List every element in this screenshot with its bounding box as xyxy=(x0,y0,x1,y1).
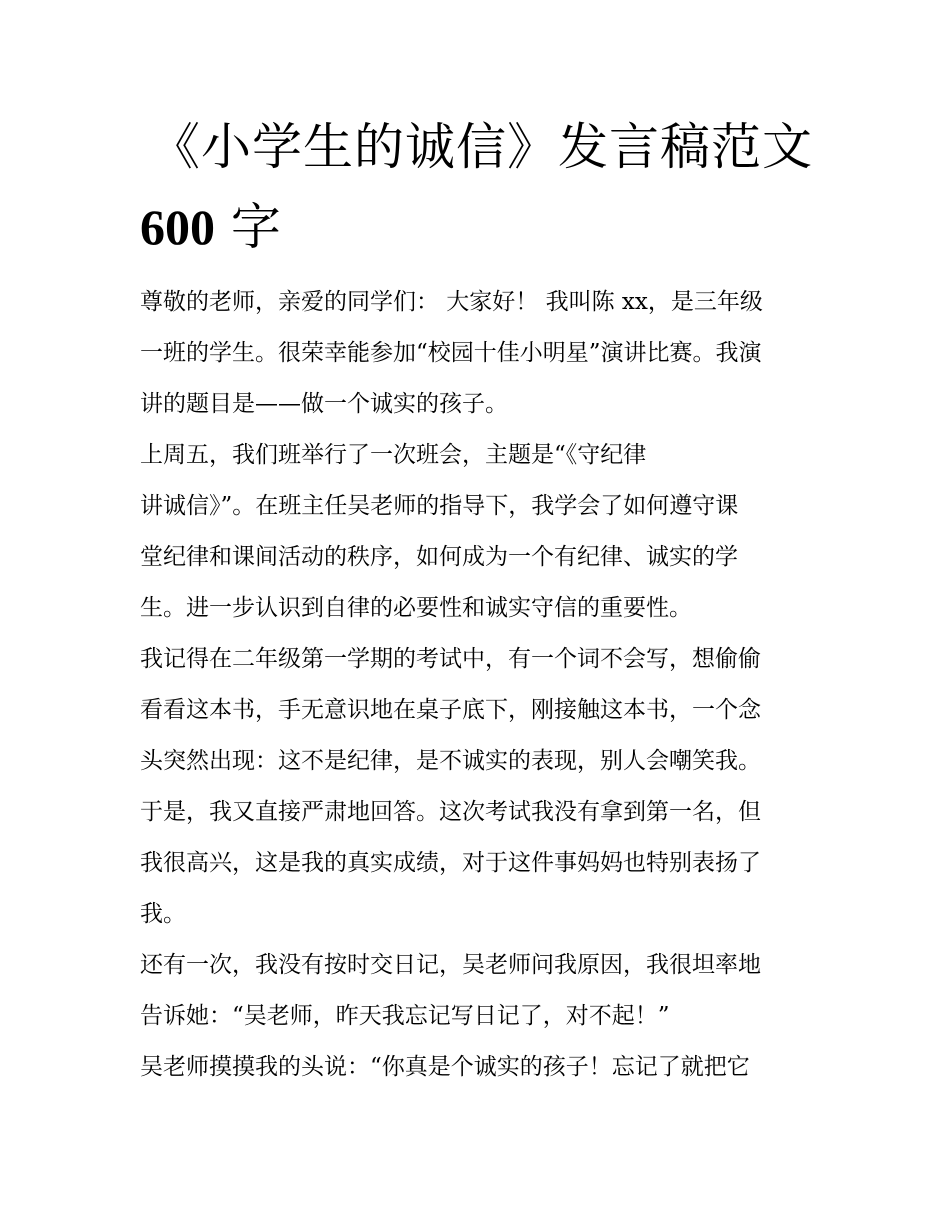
body-line: 还有一次，我没有按时交日记，吴老师问我原因，我很坦率地 xyxy=(140,952,761,978)
document-title-line-2 xyxy=(140,192,820,262)
body-line: 我记得在二年级第一学期的考试中，有一个词不会写，想偷偷 xyxy=(140,646,761,672)
title-word-unit: 字 xyxy=(215,198,281,256)
body-line: 堂纪律和课间活动的秩序，如何成为一个有纪律、诚实的学 xyxy=(140,544,738,570)
body-line: 看看这本书，手无意识地在桌子底下，刚接触这本书，一个念 xyxy=(140,697,761,723)
body-line: 我。 xyxy=(140,901,186,927)
body-line: 于是，我又直接严肃地回答。这次考试我没有拿到第一名，但 xyxy=(140,799,761,825)
body-line: 我很高兴，这是我的真实成绩，对于这件事妈妈也特别表扬了 xyxy=(140,850,761,876)
document-body xyxy=(140,277,820,1093)
body-line: 头突然出现：这不是纪律，是不诚实的表现，别人会嘲笑我。 xyxy=(140,748,761,774)
body-line: 一班的学生。很荣幸能参加“校园十佳小明星”演讲比赛。我演 xyxy=(140,340,762,366)
body-line: 尊敬的老师，亲爱的同学们： 大家好！ 我叫陈 xx，是三年级 xyxy=(140,289,763,315)
document-title-line-1: 《小学生的诚信》发言稿范文 xyxy=(150,118,813,176)
body-line: 讲的题目是——做一个诚实的孩子。 xyxy=(140,391,508,417)
body-line: 告诉她：“吴老师，昨天我忘记写日记了，对不起！” xyxy=(140,1003,670,1029)
body-line: 生。进一步认识到自律的必要性和诚实守信的重要性。 xyxy=(140,595,692,621)
title-word-count: 600 xyxy=(140,199,215,255)
body-line: 上周五，我们班举行了一次班会，主题是“《守纪律 xyxy=(140,442,647,468)
body-line: 讲诚信》”。在班主任吴老师的指导下，我学会了如何遵守课 xyxy=(140,493,739,519)
body-line: 吴老师摸摸我的头说：“你真是个诚实的孩子！忘记了就把它 xyxy=(140,1054,750,1080)
